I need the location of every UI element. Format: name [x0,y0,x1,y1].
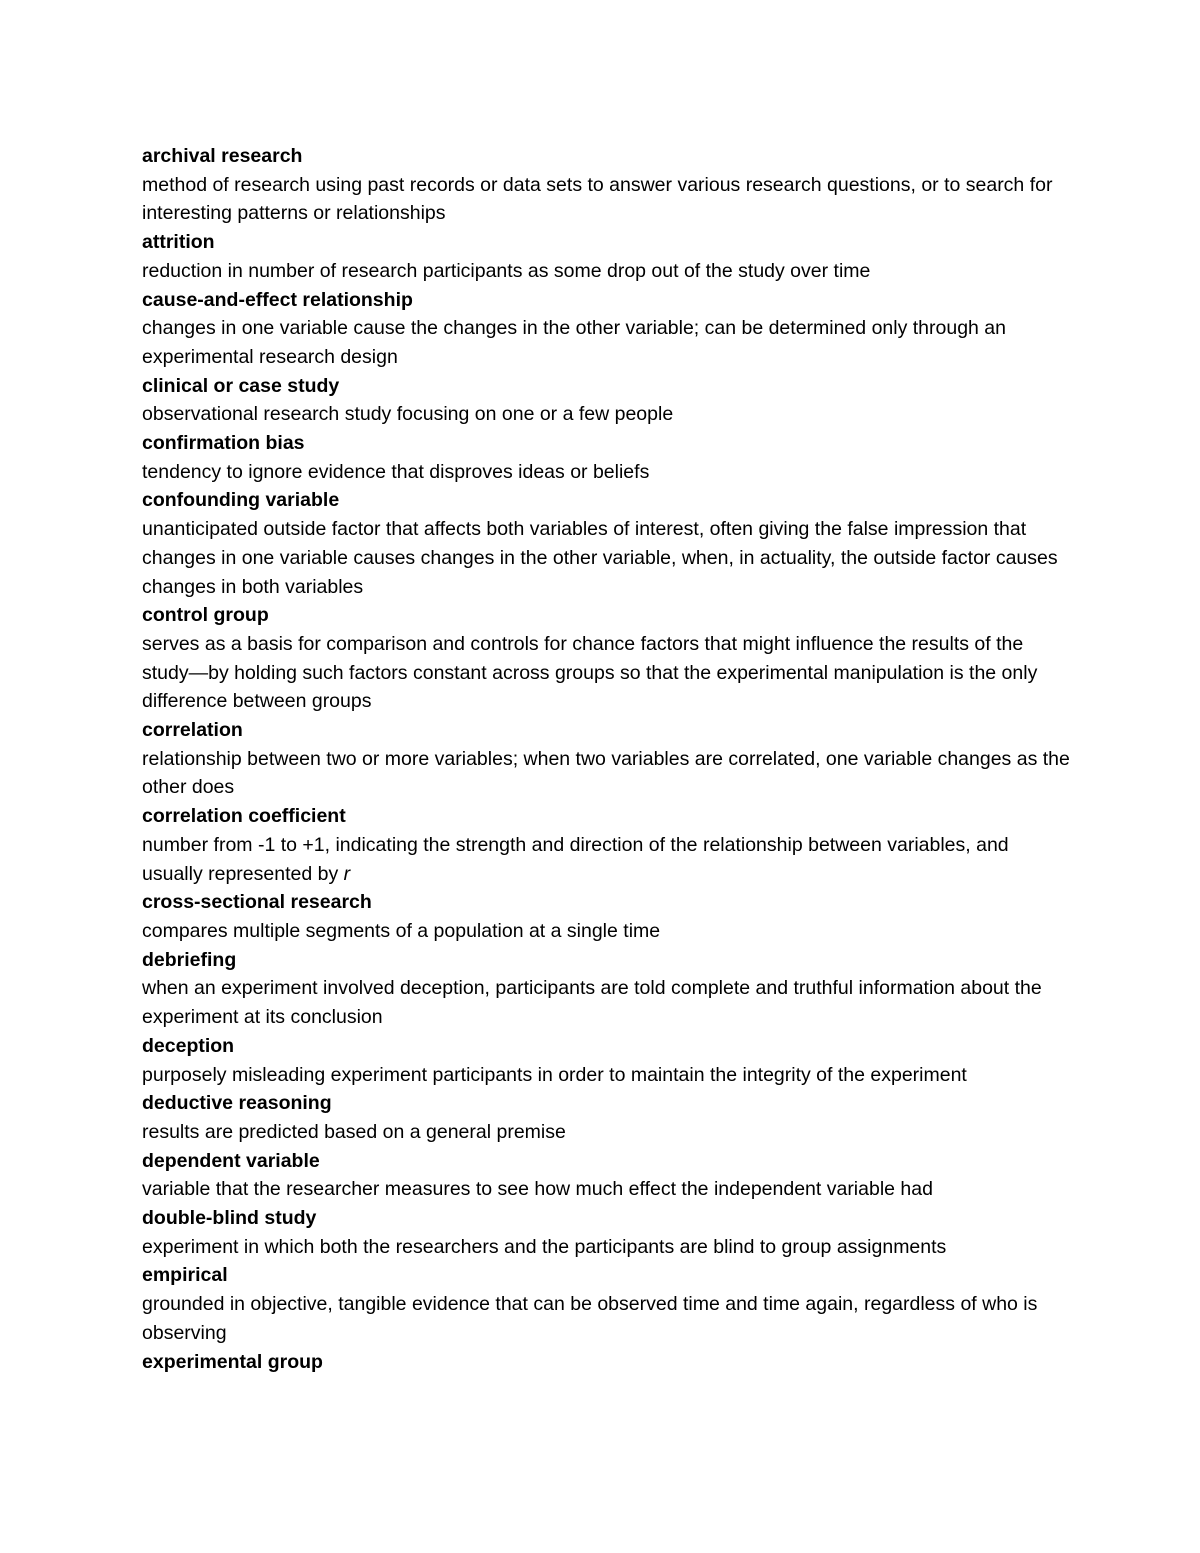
glossary-definition-wrapper [142,831,1072,888]
glossary-definition: serves as a basis for comparison and controls for chance factors that might influence the results of the study—by holding such factors constant across groups so that the experimental manipulation is the only difference between groups [142,632,1038,713]
glossary-term: deductive reasoning [142,1092,332,1115]
glossary-definition: changes in one variable cause the changes in the other variable; can be determined only through an experimental research design [142,317,1006,368]
glossary-entry [142,1348,1072,1377]
glossary-term: confounding variable [142,489,340,512]
glossary-term: clinical or case study [142,374,340,397]
glossary-entry [142,142,1072,228]
glossary-definition: variable that the researcher measures to see how much effect the independent variable had [142,1178,933,1201]
glossary-definition: tendency to ignore evidence that disproves ideas or beliefs [142,460,650,483]
glossary-term: cross-sectional research [142,891,372,914]
glossary-entry [142,429,1072,486]
glossary-definition: reduction in number of research participants as some drop out of the study over time [142,259,871,282]
glossary-entry [142,888,1072,945]
glossary-term: debriefing [142,948,237,971]
glossary-definition: experiment in which both the researchers and the participants are blind to group assignments [142,1235,947,1258]
glossary-term: correlation [142,719,243,742]
glossary-entry [142,1089,1072,1146]
glossary-entry [142,1261,1072,1347]
glossary-term: double-blind study [142,1207,317,1230]
glossary-term: deception [142,1034,235,1057]
glossary-entry [142,1147,1072,1204]
glossary-entry [142,802,1072,888]
glossary-term: cause-and-effect relationship [142,288,413,311]
glossary-entry [142,1032,1072,1089]
glossary-definition: method of research using past records or data sets to answer various research questions, or to search for interesting patterns or relationships [142,173,1053,225]
glossary-entry [142,601,1072,716]
glossary-definition: compares multiple segments of a population at a single time [142,919,661,942]
glossary-definition: grounded in objective, tangible evidence that can be observed time and time again, regardless of who is observing [142,1293,1038,1344]
glossary-entry [142,228,1072,285]
glossary-term: attrition [142,231,215,254]
glossary-definition-italic: r [343,862,351,885]
glossary-entry [142,486,1072,601]
glossary-definition: when an experiment involved deception, participants are told complete and truthful information about the experiment at its conclusion [142,977,1042,1029]
glossary-entry [142,946,1072,1032]
glossary-entry [142,286,1072,372]
glossary-list [142,142,1072,1376]
glossary-definition: observational research study focusing on one or a few people [142,403,674,426]
glossary-definition: number from -1 to +1, indicating the strength and direction of the relationship between variables, and usually represented by [142,833,1009,885]
glossary-entry [142,716,1072,802]
glossary-term: confirmation bias [142,432,305,455]
glossary-definition: results are predicted based on a general premise [142,1120,566,1143]
glossary-definition: relationship between two or more variables; when two variables are correlated, one variable changes as the other does [142,747,1070,799]
glossary-entry [142,372,1072,429]
glossary-term: correlation coefficient [142,805,346,828]
glossary-term: experimental group [142,1350,323,1373]
glossary-entry [142,1204,1072,1261]
glossary-term: empirical [142,1264,228,1287]
glossary-definition: unanticipated outside factor that affects both variables of interest, often giving the false impression that changes in one variable causes changes in the other variable, when, in actuality, the outside factor causes changes in both variables [142,518,1058,598]
glossary-term: control group [142,604,269,627]
glossary-definition: purposely misleading experiment participants in order to maintain the integrity of the experiment [142,1063,967,1086]
glossary-term: dependent variable [142,1149,320,1172]
glossary-term: archival research [142,145,303,167]
